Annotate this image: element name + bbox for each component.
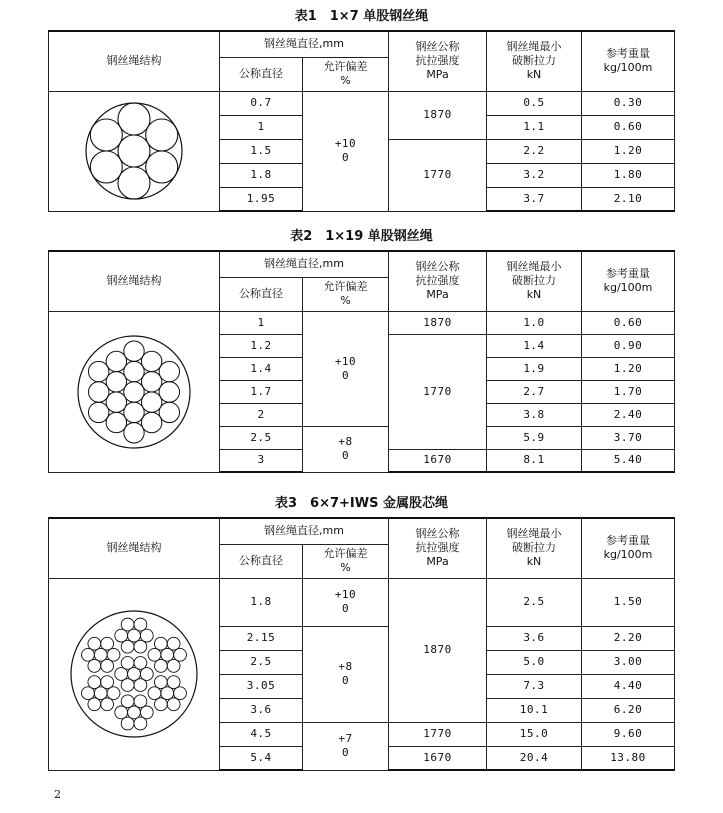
nominal-diameter-cell: 3.05	[220, 674, 303, 698]
weight-cell: 13.80	[582, 746, 675, 770]
structure-header: 钢丝绳结构	[49, 31, 220, 91]
rope-1x19-cross-section-icon	[76, 334, 192, 450]
weight-cell: 9.60	[582, 722, 675, 746]
diameter-group-header: 钢丝绳直径,mm	[220, 518, 389, 544]
breaking-force-cell: 8.1	[487, 449, 582, 472]
nominal-diameter-header: 公称直径	[220, 544, 303, 578]
breaking-force-cell: 3.6	[487, 626, 582, 650]
weight-cell: 4.40	[582, 674, 675, 698]
nominal-diameter-cell: 1.2	[220, 334, 303, 357]
weight-header: 参考重量 kg/100m	[582, 251, 675, 311]
strength-cell: 1770	[389, 139, 487, 211]
breaking-force-cell: 5.9	[487, 426, 582, 449]
weight-cell: 0.60	[582, 115, 675, 139]
tolerance-cell: +7 0	[303, 722, 389, 770]
breaking-force-cell: 3.2	[487, 163, 582, 187]
nominal-diameter-cell: 2	[220, 403, 303, 426]
nominal-diameter-cell: 2.15	[220, 626, 303, 650]
nominal-diameter-header: 公称直径	[220, 57, 303, 91]
strength-cell: 1670	[389, 449, 487, 472]
nominal-diameter-cell: 4.5	[220, 722, 303, 746]
weight-header: 参考重量 kg/100m	[582, 31, 675, 91]
breaking-force-header: 钢丝绳最小 破断拉力 kN	[487, 518, 582, 578]
weight-cell: 6.20	[582, 698, 675, 722]
weight-cell: 0.60	[582, 311, 675, 334]
table2	[48, 250, 675, 473]
strength-cell: 1670	[389, 746, 487, 770]
tolerance-cell: +8 0	[303, 426, 389, 472]
diameter-group-header: 钢丝绳直径,mm	[220, 31, 389, 57]
weight-cell: 1.20	[582, 139, 675, 163]
breaking-force-cell: 2.5	[487, 578, 582, 626]
nominal-diameter-cell: 1.5	[220, 139, 303, 163]
strength-cell: 1770	[389, 334, 487, 449]
breaking-force-cell: 15.0	[487, 722, 582, 746]
rope-1x7-cross-section-icon	[84, 101, 184, 201]
weight-cell: 2.40	[582, 403, 675, 426]
breaking-force-cell: 2.7	[487, 380, 582, 403]
nominal-diameter-cell: 3.6	[220, 698, 303, 722]
nominal-diameter-header: 公称直径	[220, 277, 303, 311]
breaking-force-cell: 1.9	[487, 357, 582, 380]
breaking-force-cell: 2.2	[487, 139, 582, 163]
breaking-force-cell: 3.8	[487, 403, 582, 426]
weight-cell: 2.20	[582, 626, 675, 650]
strength-cell: 1870	[389, 311, 487, 334]
tolerance-cell: +10 0	[303, 578, 389, 626]
table1	[48, 30, 675, 212]
breaking-force-cell: 1.1	[487, 115, 582, 139]
structure-diagram-cell	[49, 311, 220, 472]
rope-6x7-iws-cross-section-icon	[69, 609, 199, 739]
strength-cell: 1870	[389, 578, 487, 722]
weight-cell: 1.20	[582, 357, 675, 380]
nominal-diameter-cell: 1	[220, 311, 303, 334]
breaking-force-header: 钢丝绳最小 破断拉力 kN	[487, 251, 582, 311]
structure-header: 钢丝绳结构	[49, 518, 220, 578]
breaking-force-cell: 3.7	[487, 187, 582, 211]
table1-caption: 表1 1×7 单股钢丝绳	[294, 9, 429, 24]
table3	[48, 517, 675, 771]
tolerance-header: 允许偏差 %	[303, 57, 389, 91]
breaking-force-cell: 10.1	[487, 698, 582, 722]
nominal-diameter-cell: 2.5	[220, 650, 303, 674]
diameter-group-header: 钢丝绳直径,mm	[220, 251, 389, 277]
nominal-diameter-cell: 2.5	[220, 426, 303, 449]
nominal-diameter-cell: 0.7	[220, 91, 303, 115]
page-number: 2	[54, 788, 61, 801]
tolerance-header: 允许偏差 %	[303, 544, 389, 578]
strength-header: 钢丝公称 抗拉强度 MPa	[389, 518, 487, 578]
strength-header: 钢丝公称 抗拉强度 MPa	[389, 31, 487, 91]
nominal-diameter-cell: 1.8	[220, 163, 303, 187]
nominal-diameter-cell: 1.4	[220, 357, 303, 380]
weight-cell: 3.00	[582, 650, 675, 674]
table3-caption: 表3 6×7+IWS 金属股芯绳	[275, 496, 448, 511]
nominal-diameter-cell: 1.95	[220, 187, 303, 211]
weight-cell: 1.70	[582, 380, 675, 403]
tolerance-cell: +10 0	[303, 311, 389, 426]
nominal-diameter-cell: 1.8	[220, 578, 303, 626]
weight-header: 参考重量 kg/100m	[582, 518, 675, 578]
breaking-force-cell: 1.4	[487, 334, 582, 357]
breaking-force-cell: 0.5	[487, 91, 582, 115]
strength-cell: 1770	[389, 722, 487, 746]
breaking-force-cell: 1.0	[487, 311, 582, 334]
strength-header: 钢丝公称 抗拉强度 MPa	[389, 251, 487, 311]
breaking-force-cell: 20.4	[487, 746, 582, 770]
breaking-force-cell: 7.3	[487, 674, 582, 698]
weight-cell: 1.80	[582, 163, 675, 187]
breaking-force-header: 钢丝绳最小 破断拉力 kN	[487, 31, 582, 91]
weight-cell: 1.50	[582, 578, 675, 626]
weight-cell: 0.90	[582, 334, 675, 357]
nominal-diameter-cell: 5.4	[220, 746, 303, 770]
weight-cell: 3.70	[582, 426, 675, 449]
nominal-diameter-cell: 3	[220, 449, 303, 472]
strength-cell: 1870	[389, 91, 487, 139]
structure-header: 钢丝绳结构	[49, 251, 220, 311]
weight-cell: 2.10	[582, 187, 675, 211]
nominal-diameter-cell: 1	[220, 115, 303, 139]
structure-diagram-cell	[49, 578, 220, 770]
weight-cell: 5.40	[582, 449, 675, 472]
tolerance-cell: +10 0	[303, 91, 389, 211]
structure-diagram-cell	[49, 91, 220, 211]
weight-cell: 0.30	[582, 91, 675, 115]
nominal-diameter-cell: 1.7	[220, 380, 303, 403]
tolerance-cell: +8 0	[303, 626, 389, 722]
table2-caption: 表2 1×19 单股钢丝绳	[290, 229, 433, 244]
breaking-force-cell: 5.0	[487, 650, 582, 674]
tolerance-header: 允许偏差 %	[303, 277, 389, 311]
